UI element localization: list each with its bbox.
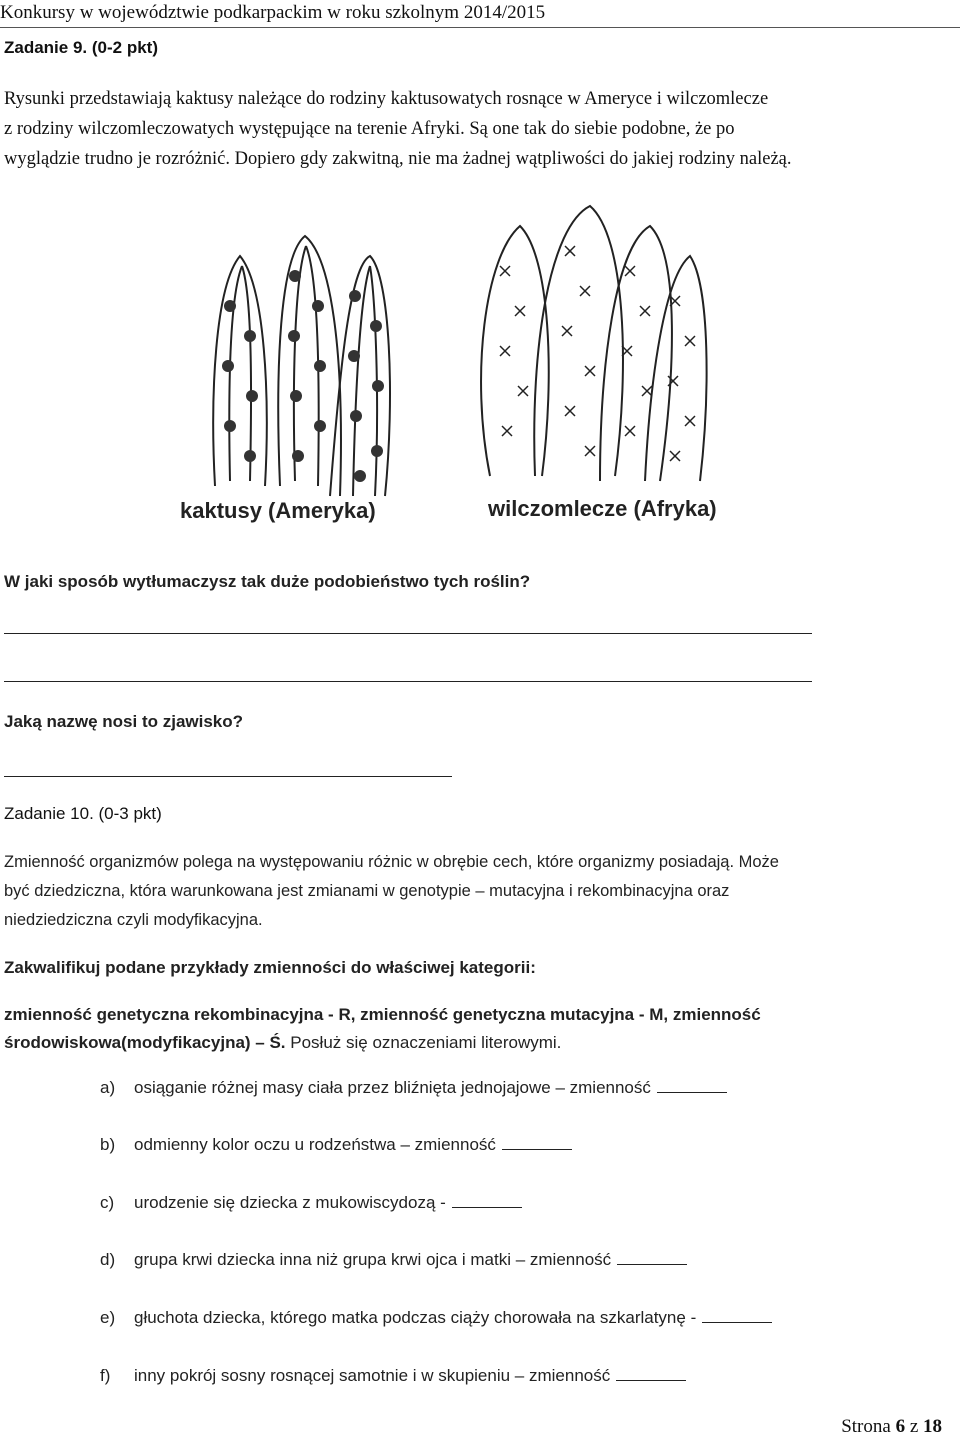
task10-instruction: Zakwalifikuj podane przykłady zmienności do właściwej kategorii: bbox=[4, 958, 536, 977]
task9-intro-line: Rysunki przedstawiają kaktusy należące do rodziny kaktusowatych rosnące w Ameryce i wilczomlecze bbox=[4, 89, 769, 109]
task9-question-2: Jaką nazwę nosi to zjawisko? bbox=[4, 712, 244, 731]
task10-intro-line: być dziedziczna, która warunkowana jest zmianami w genotypie – mutacyjna i rekombinacyjna oraz bbox=[4, 882, 730, 900]
list-item: c) urodzenie się dziecka z mukowiscydozą - bbox=[100, 1193, 522, 1213]
task10-intro-line: niedziedziczna czyli modyfikacyjna. bbox=[4, 911, 263, 929]
page-header: Konkursy w województwie podkarpackim w roku szkolnym 2014/2015 bbox=[0, 2, 546, 23]
list-item: f) inny pokrój sosny rosnącej samotnie i w skupieniu – zmienność bbox=[100, 1366, 686, 1386]
list-item: e) głuchota dziecka, którego matka podczas ciąży chorowała na szkarlatynę - bbox=[100, 1308, 772, 1328]
list-item: b) odmienny kolor oczu u rodzeństwa – zmienność bbox=[100, 1135, 572, 1155]
answer-blank[interactable] bbox=[702, 1308, 772, 1323]
variation-legend-line-1: zmienność genetyczna rekombinacyjna - R, zmienność genetyczna mutacyjna - M, zmienność bbox=[4, 1005, 761, 1024]
answer-blank[interactable] bbox=[617, 1250, 687, 1265]
legend-rest: Posłuż się oznaczeniami literowymi. bbox=[285, 1033, 562, 1052]
cactus-illustration bbox=[170, 196, 770, 536]
answer-line[interactable] bbox=[4, 776, 452, 777]
answer-blank[interactable] bbox=[616, 1366, 686, 1381]
caption-cacti: kaktusy (Ameryka) bbox=[180, 498, 376, 523]
task10-title: Zadanie 10. (0-3 pkt) bbox=[4, 804, 162, 823]
header-divider bbox=[0, 27, 960, 28]
caption-euphorbias: wilczomlecze (Afryka) bbox=[488, 496, 717, 521]
legend-bold-part: środowiskowa(modyfikacyjna) – Ś. bbox=[4, 1033, 286, 1052]
task9-question-1: W jaki sposób wytłumaczysz tak duże podobieństwo tych roślin? bbox=[4, 572, 531, 591]
page-footer: Strona 6 z 18 bbox=[841, 1416, 942, 1437]
task9-intro-line: z rodziny wilczomleczowatych występujące na terenie Afryki. Są one tak do siebie podobne, że po bbox=[4, 119, 735, 139]
list-item: d) grupa krwi dziecka inna niż grupa krwi ojca i matki – zmienność bbox=[100, 1250, 687, 1270]
task10-intro-line: Zmienność organizmów polega na występowaniu różnic w obrębie cech, które organizmy posiadają. Może bbox=[4, 853, 779, 871]
variation-legend-line-2 bbox=[4, 1028, 956, 1057]
answer-blank[interactable] bbox=[657, 1078, 727, 1093]
task10-intro bbox=[4, 848, 956, 935]
answer-blank[interactable] bbox=[502, 1135, 572, 1150]
answer-blank[interactable] bbox=[452, 1193, 522, 1208]
list-item: a) osiąganie różnej masy ciała przez bliźnięta jednojajowe – zmienność bbox=[100, 1078, 727, 1098]
task9-intro-line: wyglądzie trudno je rozróżnić. Dopiero gdy zakwitną, nie ma żadnej wątpliwości do jakiej rodziny należą. bbox=[4, 149, 792, 169]
task9-title: Zadanie 9. (0-2 pkt) bbox=[4, 38, 158, 57]
answer-line[interactable] bbox=[4, 681, 812, 682]
answer-line[interactable] bbox=[4, 633, 812, 634]
task9-intro bbox=[4, 84, 956, 174]
